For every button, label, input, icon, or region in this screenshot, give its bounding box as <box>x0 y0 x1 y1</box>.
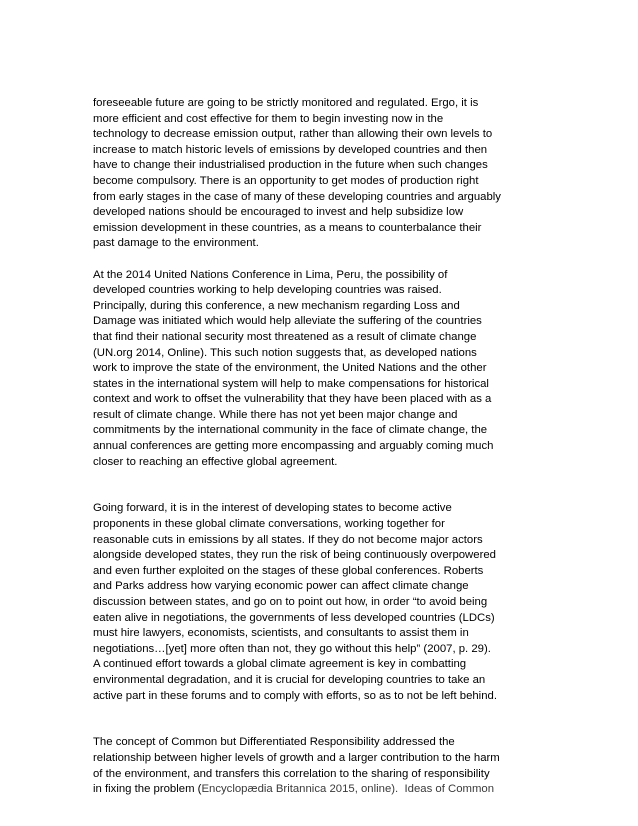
text-line: reasonable cuts in emissions by all states. If they do not become major actors <box>93 533 483 546</box>
text-line: relationship between higher levels of growth and a larger contribution to the harm <box>93 751 500 764</box>
text-line: from early stages in the case of many of these developing countries and arguably <box>93 190 501 203</box>
text-line: have to change their industrialised production in the future when such changes <box>93 159 488 172</box>
text-line: developed countries working to help developing countries was raised. <box>93 284 442 297</box>
text-line: technology to decrease emission output, rather than allowing their own levels to <box>93 128 493 141</box>
text-line: environmental degradation, and it is crucial for developing countries to take an <box>93 673 486 686</box>
paragraph-foreseeable-future <box>93 96 553 252</box>
paragraph-lima-conference <box>93 268 553 471</box>
text-line: At the 2014 United Nations Conference in Lima, Peru, the possibility of <box>93 268 448 281</box>
text-line: and Parks address how varying economic power can affect climate change <box>93 580 469 593</box>
text-line: emission development in these countries, as a means to counterbalance their <box>93 221 482 234</box>
text-line: The concept of Common but Differentiated Responsibility addressed the <box>93 736 455 749</box>
citation: Encyclopædia Britannica 2015, online). <box>201 783 399 796</box>
text-line: become compulsory. There is an opportunity to get modes of production right <box>93 174 479 187</box>
text-line: result of climate change. While there has not yet been major change and <box>93 408 458 421</box>
text-line: foreseeable future are going to be strictly monitored and regulated. Ergo, it is <box>93 97 479 109</box>
text-line: active part in these forums and to comply with efforts, so as to not be left behind. <box>93 689 497 702</box>
body-text <box>93 96 553 798</box>
text-line: discussion between states, and go on to point out how, in order “to avoid being <box>93 596 488 608</box>
text-line: context and work to offset the vulnerability that they have been placed with as a <box>93 393 492 406</box>
text-line: more efficient and cost effective for them to begin investing now in the <box>93 112 444 125</box>
text-line: eaten alive in negotiations, the governments of less developed countries (LDCs) <box>93 611 495 624</box>
text-line: Damage was initiated which would help alleviate the suffering of the countries <box>93 315 482 328</box>
text-line: negotiations…[yet] more often than not, they go without this help” (2007, p. 29). <box>93 642 491 655</box>
text-line: work to improve the state of the environment, the United Nations and the other <box>93 362 487 375</box>
text-line: Going forward, it is in the interest of developing states to become active <box>93 502 452 515</box>
text-line: increase to match historic levels of emissions by developed countries and then <box>93 143 488 156</box>
text-line: alongside developed states, they run the risk of being continuously overpowered <box>93 549 496 562</box>
text-line-with-citation <box>93 782 553 798</box>
text-line: A continued effort towards a global climate agreement is key in combatting <box>93 658 467 671</box>
text-line: commitments by the international community in the face of climate change, the <box>93 424 488 437</box>
text-fragment: in fixing the problem ( <box>93 783 202 796</box>
text-line: must hire lawyers, economists, scientists, and consultants to assist them in <box>93 627 469 640</box>
text-line: Principally, during this conference, a new mechanism regarding Loss and <box>93 299 460 312</box>
text-fragment: Ideas of Common <box>398 783 495 796</box>
text-line: developed nations should be encouraged to invest and help subsidize low <box>93 206 464 219</box>
paragraph-common-responsibility <box>93 735 553 797</box>
text-line: and even further exploited on the stages of these global conferences. Roberts <box>93 564 484 577</box>
paragraph-going-forward <box>93 501 553 704</box>
text-line: annual conferences are getting more encompassing and arguably coming much <box>93 440 494 453</box>
text-line: proponents in these global climate conversations, working together for <box>93 518 445 531</box>
text-line: (UN.org 2014, Online). This such notion suggests that, as developed nations <box>93 346 477 359</box>
text-line: closer to reaching an effective global agreement. <box>93 455 338 468</box>
text-line: that find their national security most threatened as a result of climate change <box>93 330 477 343</box>
text-line: past damage to the environment. <box>93 237 259 250</box>
text-line: of the environment, and transfers this correlation to the sharing of responsibility <box>93 767 490 780</box>
text-line: states in the international system will help to make compensations for historical <box>93 377 489 390</box>
